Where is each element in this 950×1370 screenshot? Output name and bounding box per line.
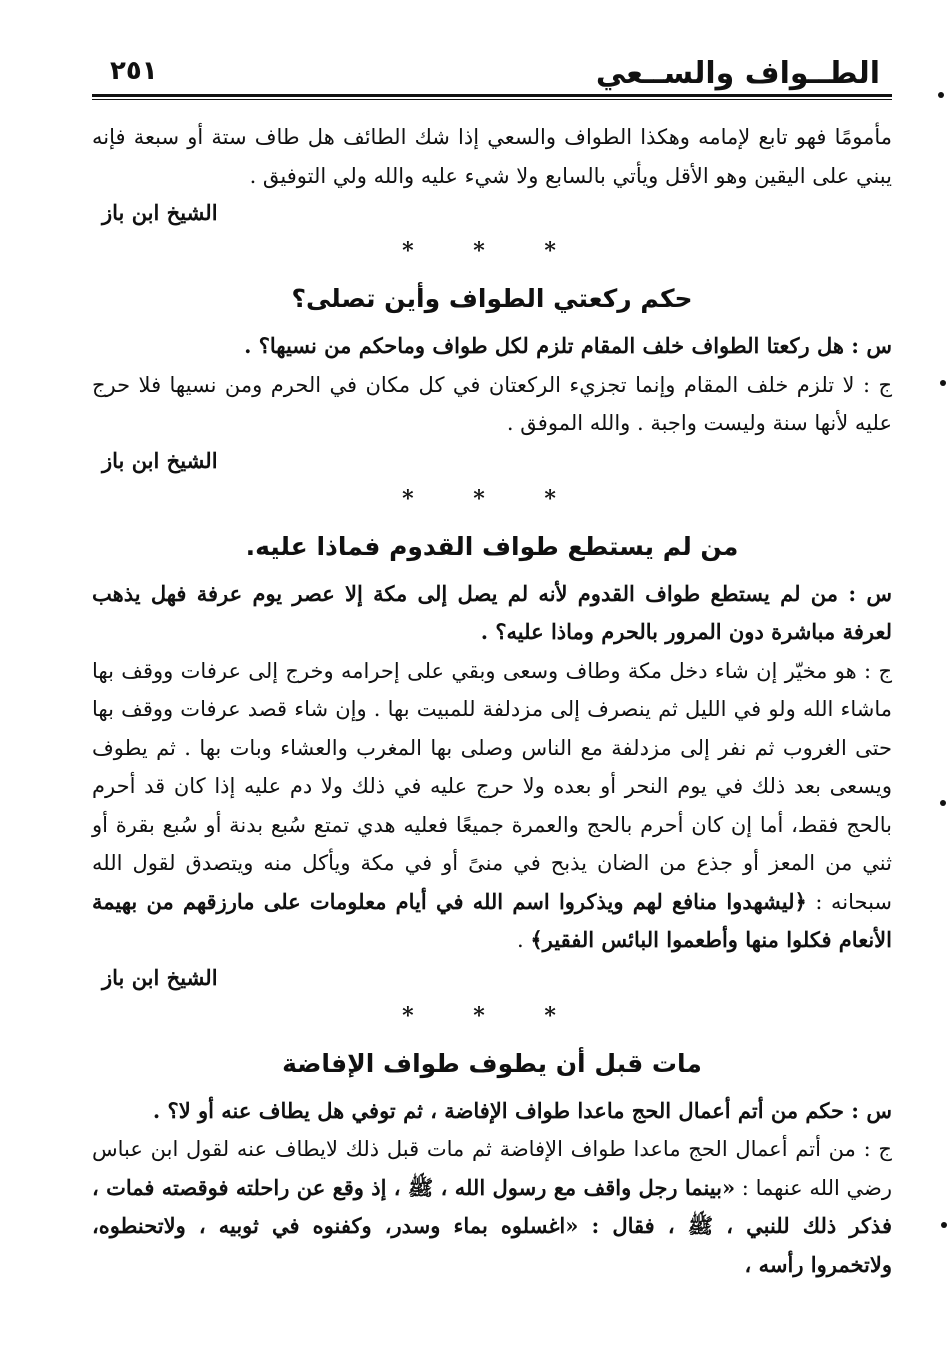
page-body [92,118,892,1284]
answer-label: ج : [864,658,892,683]
answer [92,652,892,960]
author-name: الشيخ ابن باز [102,964,218,990]
answer [92,366,892,443]
question-label: س : [848,580,892,606]
question-label: س : [851,333,892,358]
header-rule-thin [92,99,892,100]
section-heading: مات قبل أن يطوف طواف الإفاضة [282,1048,702,1078]
header-rule-thick [92,94,892,97]
scan-speck [940,800,946,806]
question-text: حكم من أتم أعمال الحج ماعدا طواف الإفاضة ، ثم توفي هل يطاف عنه أو لا؟ . [152,1097,852,1123]
question [92,1092,892,1131]
section-separator: * * * [402,238,582,264]
continuation-paragraph: مأمومًا فهو تابع لإمامه وهكذا الطواف والسعي إذا شك الطائف هل طاف ستة أو سبعة فإنه يبني على اليقين وهو الأقل ويأتي بالسابع ولا شيء عليه والله ولي التوفيق . [92,125,892,188]
author-name: الشيخ ابن باز [102,447,218,473]
question-text: من لم يستطع طواف القدوم لأنه لم يصل إلى مكة إلا عصر يوم عرفة فهل يذهب لعرفة مباشرة دون المرور بالحرم وماذا عليه؟ . [92,580,892,644]
answer [92,1130,892,1284]
answer-text: لا تلزم خلف المقام وإنما تجزيء الركعتان في كل مكان في الحرم ومن نسيها فلا حرج عليه لأنها سنة وليست واجبة . والله الموفق . [92,372,892,435]
hadith-quote: «بينما رجل واقف مع رسول الله ، ﷺ ، إذ وقع عن راحلته فوقصته فمات ، فذكر ذلك للنبي ، ﷺ ، فقال : «اغسلوه بماء وسدر، وكفنوه في ثوبيه ، ولاتحنطوه، ولاتخمروا رأسه ، [92,1174,892,1277]
section-separator: * * * [402,485,582,512]
question [92,327,892,366]
scan-speck [938,92,944,98]
answer-text: هو مخيّر إن شاء دخل مكة وطاف وسعى وبقي على إحرامه وخرج إلى عرفات ووقف بها ماشاء الله ولو في الليل ثم ينصرف إلى مزدلفة للمبيت بها . وإن شاء قصد عرفات ووقف بها حتى الغروب ثم نفر إلى مزدلفة مع الناس وصلى بها المغرب والعشاء وبات بها . ثم يطوف ويسعى بعد ذلك في يوم النحر أو بعده ولا حرج عليه في ذلك ولا دم عليه إذا كان قد أحرم بالحج فقط، أما إن كان أحرم بالحج والعمرة جميعًا فعليه هدي تمتع سُبع بدنة أو سُبع بقرة أو ثني من المعز أو جذع من الضان يذبح في منىً أو في مكة ويأكل منه ويتصدق لقول الله سبحانه : [92,658,892,914]
author-name: الشيخ ابن باز [102,200,218,225]
quran-quote: ﴿ليشهدوا منافع لهم ويذكروا اسم الله في أيام معلومات على مارزقهم من بهيمة الأنعام فكلوا منها وأطعموا البائس الفقير﴾ [92,888,892,952]
answer-text: من أتم أعمال الحج ماعدا طواف الإفاضة ثم مات قبل ذلك لايطاف عنه لقول ابن عباس رضي الله عنهما : [92,1137,892,1200]
section-heading: من لم يستطع طواف القدوم فماذا عليه. [245,531,739,561]
section-heading: حكم ركعتي الطواف وأين تصلى؟ [291,284,693,313]
question-text: هل ركعتا الطواف خلف المقام تلزم لكل طواف وماحكم من نسيها؟ . [244,333,852,358]
running-title: الطــواف والســعي [595,56,880,91]
scan-speck [940,380,946,386]
scan-speck [941,1222,947,1228]
question [92,575,892,652]
answer-end: . [517,928,531,952]
author-signature [92,195,892,231]
answer-label: ج : [863,1137,892,1161]
section-separator: * * * [402,1002,582,1029]
author-signature [92,443,892,479]
question-label: س : [851,1097,892,1123]
author-signature [92,960,892,996]
answer-label: ج : [862,372,893,397]
page-number: ٢٥١ [110,56,158,86]
page-header [92,52,892,94]
